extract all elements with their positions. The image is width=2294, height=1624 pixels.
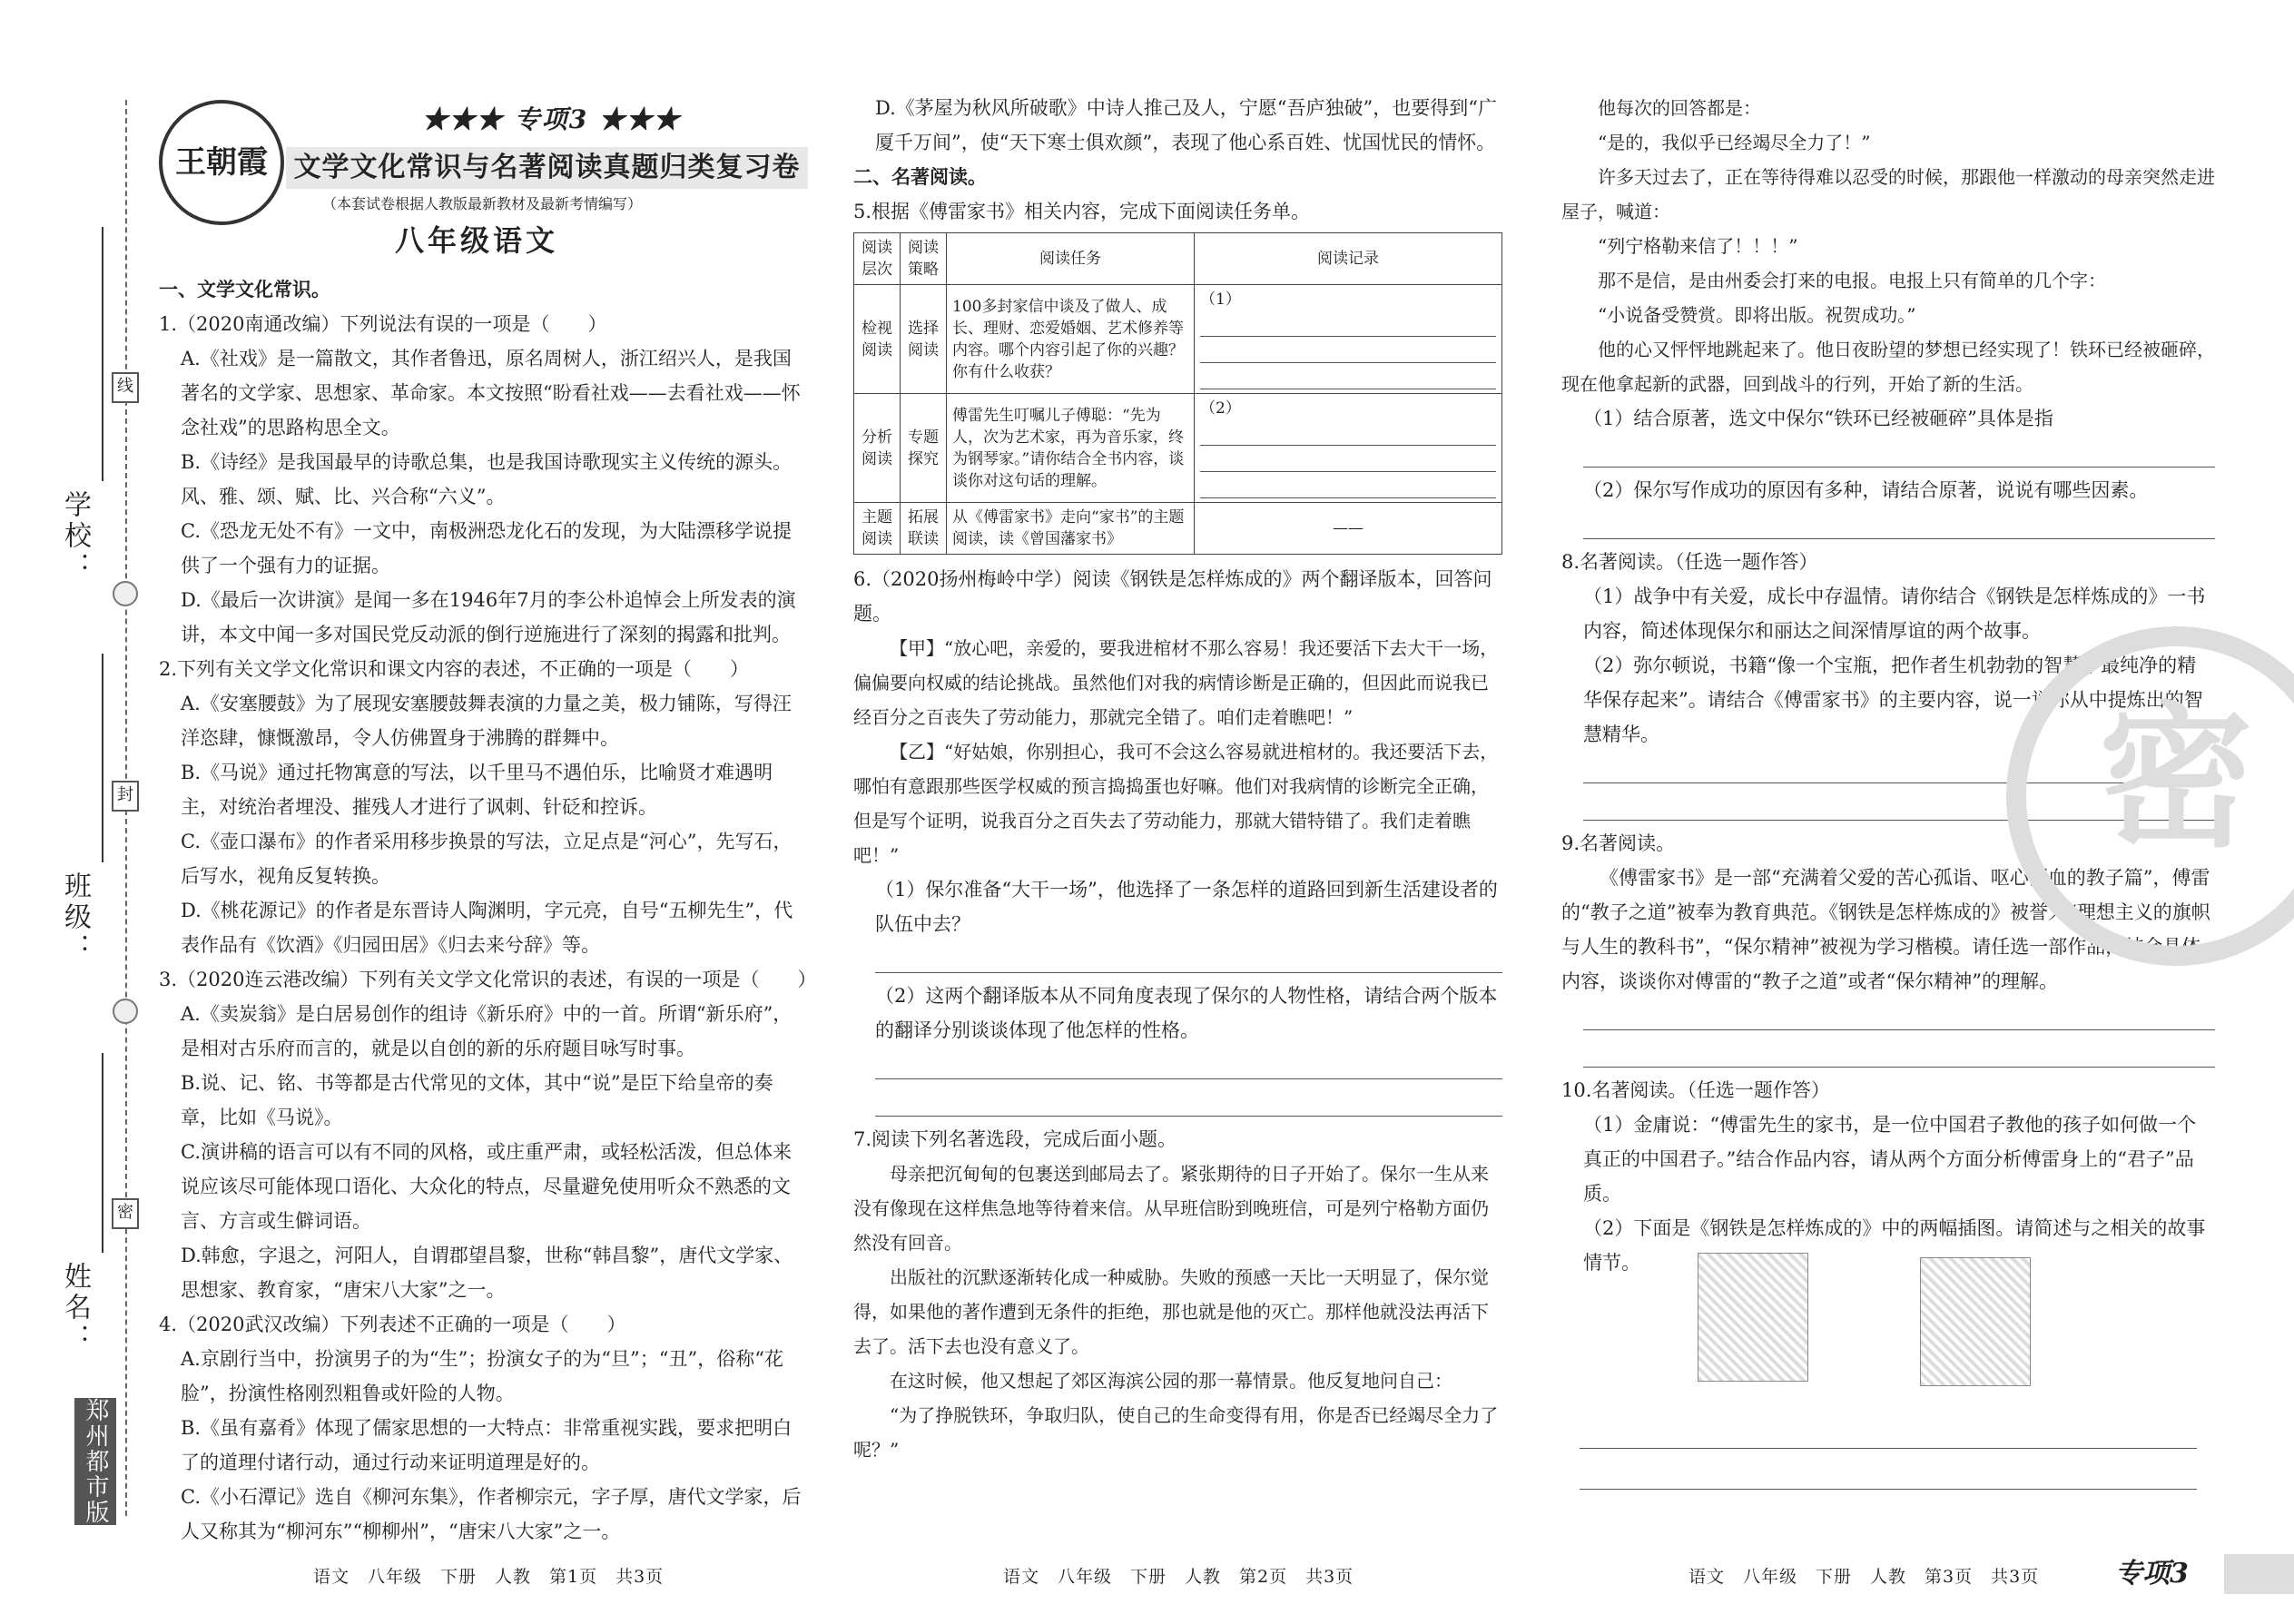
section-heading: 二、名著阅读。 <box>853 166 987 188</box>
sub-question: （2）这两个翻译版本从不同角度表现了保尔的人物性格，请结合两个版本的翻译分别谈谈体现了他怎样的性格。 <box>875 985 1498 1041</box>
table-row <box>854 394 1502 503</box>
cell-level: 检视阅读 <box>854 285 901 394</box>
sub-question: （2）下面是《钢铁是怎样炼成的》中的两幅插图。请简述与之相关的故事情节。 <box>1583 1217 2206 1274</box>
paper-title: 文学文化常识与名著阅读真题归类复习卷 <box>286 147 808 189</box>
excerpt-paragraph: 在这时候，他又想起了郊区海滨公园的那一幕情景。他反复地问自己： <box>890 1370 1452 1392</box>
answer-line[interactable] <box>1583 1036 2215 1068</box>
option-a[interactable]: A.《社戏》是一篇散文，其作者鲁迅，原名周树人，浙江绍兴人，是我国著名的文学家、思想家、革命家。本文按照“盼看社戏——去看社戏——怀念社戏”的思路构思全文。 <box>181 348 801 438</box>
record-number: （1） <box>1200 290 1241 309</box>
table-header-row <box>854 233 1502 285</box>
sub-question: （2）弥尔顿说，书籍“像一个宝瓶，把作者生机勃勃的智慧中最纯净的精华保存起来”。请结合《傅雷家书》的主要内容，说一说你从中提炼出的智慧精华。 <box>1583 655 2203 745</box>
column-header: 阅读层次 <box>854 233 901 285</box>
question-stem: 6.（2020扬州梅岭中学）阅读《钢铁是怎样炼成的》两个翻译版本，回答问题。 <box>853 568 1492 625</box>
answer-line[interactable] <box>1583 507 2215 539</box>
class-label: 班级： <box>59 871 91 964</box>
question-stem: 2.下列有关文学文化常识和课文内容的表述，不正确的一项是（ ） <box>159 658 750 680</box>
option-b[interactable]: B.《诗经》是我国最早的诗歌总集，也是我国诗歌现实主义传统的源头。风、雅、颂、赋、比、兴合称“六义”。 <box>181 451 793 507</box>
option-d[interactable]: D.《茅屋为秋风所破歌》中诗人推己及人，宁愿“吾庐独破”，也要得到“广厦千万间”，使“天下寒士俱欢颜”，表现了他心系百姓、忧国忧民的情怀。 <box>875 97 1497 153</box>
question-stem: 8.名著阅读。（任选一题作答） <box>1561 551 1818 573</box>
answer-line[interactable] <box>1200 367 1496 389</box>
answer-line[interactable] <box>1200 314 1496 337</box>
cell-task: 100多封家信中谈及了做人、成长、理财、恋爱婚姻、艺术修养等内容。哪个内容引起了你的兴趣？你有什么收获？ <box>947 285 1195 394</box>
question-stem: 7.阅读下列名著选段，完成后面小题。 <box>853 1128 1177 1150</box>
class-field[interactable] <box>102 654 103 862</box>
brand-logo: 王朝霞 <box>159 100 284 225</box>
secret-seal-watermark: 密 <box>2006 626 2294 966</box>
answer-line[interactable] <box>1583 999 2215 1030</box>
topic-badge: ★★★ 专项3 ★★★ <box>422 104 681 134</box>
excerpt-paragraph: 母亲把沉甸甸的包裹送到邮局去了。紧张期待的日子开始了。保尔一生从来没有像现在这样焦急地等待着来信。从早班信盼到晚班信，可是列宁格勒方面仍然没有回音。 <box>853 1163 1489 1254</box>
excerpt-paragraph: “是的，我似乎已经竭尽全力了！” <box>1598 132 1871 153</box>
option-a[interactable]: A.京剧行当中，扮演男子的为“生”；扮演女子的为“旦”；“丑”，俗称“花脸”，扮演性格刚烈粗鲁或奸险的人物。 <box>181 1348 783 1404</box>
excerpt-yi: 【乙】“好姑娘，你别担心，我可不会这么容易就进棺材的。我还要活下去，哪怕有意跟那些医学权威的预言捣捣蛋也好嘛。他们对我病情的诊断完全正确，但是写个证明，说我百分之百失去了劳动能力，那就大错特错了。我们走着瞧吧！” <box>853 741 1499 866</box>
answer-line[interactable] <box>1200 476 1496 498</box>
reading-task-table <box>853 232 1502 555</box>
binding-hole <box>113 581 138 606</box>
sub-question: （1）金庸说：“傅雷先生的家书，是一位中国君子教他的孩子如何做一个真正的中国君子。”结合作品内容，请从两个方面分析傅雷身上的“君子”品质。 <box>1583 1114 2197 1205</box>
column-header: 阅读任务 <box>947 233 1195 285</box>
question-body: 《傅雷家书》是一部“充满着父爱的苦心孤诣、呕心沥血的教子篇”，傅雷的“教子之道”被奉为教育典范。《钢铁是怎样炼成的》被誉为“理想主义的旗帜与人生的教科书”，“保尔精神”被视为学习楷模。请任选一部作品，结合具体内容，谈谈你对傅雷的“教子之道”或者“保尔精神”的理解。 <box>1561 867 2210 992</box>
paper-subtitle: （本套试卷根据人教版最新教材及最新考情编写） <box>322 195 643 212</box>
sub-question: （1）结合原著，选文中保尔“铁环已经被砸碎”具体是指 <box>1583 408 2053 429</box>
cell-strategy: 专题探究 <box>901 394 947 503</box>
excerpt-paragraph: “列宁格勒来信了！！！” <box>1598 235 1798 257</box>
excerpt-paragraph: 他的心又怦怦地跳起来了。他日夜盼望的梦想已经实现了！铁环已经被砸碎，现在他拿起新的武器，回到战斗的行列，开始了新的生活。 <box>1561 339 2215 395</box>
question-stem: 1.（2020南通改编）下列说法有误的一项是（ ） <box>159 313 607 335</box>
excerpt-paragraph: 许多天过去了，正在等待得难以忍受的时候，那跟他一样激动的母亲突然走进屋子，喊道： <box>1561 166 2215 222</box>
cell-record: —— <box>1195 503 1502 555</box>
record-number: （2） <box>1200 399 1241 418</box>
cell-level: 分析阅读 <box>854 394 901 503</box>
option-d[interactable]: D.韩愈，字退之，河阳人，自谓郡望昌黎，世称“韩昌黎”，唐代文学家、思想家、教育家，“唐宋八大家”之一。 <box>181 1245 793 1301</box>
topic-badge-text: 专项3 <box>514 104 589 134</box>
question-stem: 9.名著阅读。 <box>1561 832 1676 854</box>
excerpt-paragraph: 他每次的回答都是： <box>1598 97 1761 119</box>
option-d[interactable]: D.《桃花源记》的作者是东晋诗人陶渊明，字元亮，自号“五柳先生”，代表作品有《饮酒》《归园田居》《归去来兮辞》等。 <box>181 900 793 956</box>
page-footer-2: 语文 八年级 下册 人教 第2页 共3页 <box>1003 1567 1354 1587</box>
cell-strategy: 选择阅读 <box>901 285 947 394</box>
binding-hole <box>113 999 138 1024</box>
cell-record[interactable] <box>1195 285 1502 394</box>
illustration-image <box>1698 1253 1808 1382</box>
seal-mark-seal: 封 <box>112 781 139 812</box>
cell-record[interactable] <box>1195 394 1502 503</box>
option-a[interactable]: A.《安塞腰鼓》为了展现安塞腰鼓舞表演的力量之美，极力铺陈，写得汪洋恣肆，慷慨激昂，令人仿佛置身于沸腾的群舞中。 <box>181 693 792 749</box>
option-d[interactable]: D.《最后一次讲演》是闻一多在1946年7月的李公朴追悼会上所发表的演讲，本文中闻一多对国民党反动派的倒行逆施进行了深刻的揭露和批判。 <box>181 589 796 645</box>
seal-mark-secret: 密 <box>112 1198 139 1229</box>
excerpt-jia: 【甲】“放心吧，亲爱的，要我进棺材不那么容易！我还要活下去大干一场，偏偏要向权威的结论挑战。虽然他们对我的病情诊断是正确的，但因此而说我已经百分之百丧失了劳动能力，那就完全错了。咱们走着瞧吧！” <box>853 637 1499 728</box>
question-stem: 3.（2020连云港改编）下列有关文学文化常识的表述，有误的一项是（ ） <box>159 969 817 990</box>
edition-badge: 郑州都市版 <box>74 1398 116 1525</box>
school-field[interactable] <box>102 227 103 481</box>
option-c[interactable]: C.演讲稿的语言可以有不同的风格，或庄重严肃，或轻松活泼，但总体来说应该尽可能体现口语化、大众化的特点，尽量避免使用听众不熟悉的文言、方言或生僻词语。 <box>181 1141 792 1232</box>
answer-line[interactable] <box>1200 449 1496 472</box>
sub-question: （2）保尔写作成功的原因有多种，请结合原著，说说有哪些因素。 <box>1583 479 2149 501</box>
answer-line[interactable] <box>1580 1448 2197 1449</box>
column-1 <box>159 272 817 1549</box>
option-b[interactable]: B.说、记、铭、书等都是古代常见的文体，其中“说”是臣下给皇帝的奏章，比如《马说》。 <box>181 1072 773 1128</box>
option-a[interactable]: A.《卖炭翁》是白居易创作的组诗《新乐府》中的一首。所谓“新乐府”，是相对古乐府而言的，就是以自创的新的乐府题目咏写时事。 <box>181 1003 793 1059</box>
option-c[interactable]: C.《壶口瀑布》的作者采用移步换景的写法，立足点是“河心”，先写石，后写水，视角反复转换。 <box>181 831 793 887</box>
answer-line[interactable] <box>1200 340 1496 363</box>
grade-subject: 八年级语文 <box>395 223 559 258</box>
answer-line[interactable] <box>1583 436 2215 468</box>
illustration-image <box>1920 1257 2031 1386</box>
table-row <box>854 285 1502 394</box>
cell-task: 傅雷先生叮嘱儿子傅聪：“先为人，次为艺术家，再为音乐家，终为钢琴家。”请你结合全书内容，谈谈你对这句话的理解。 <box>947 394 1195 503</box>
excerpt-paragraph: “为了挣脱铁环，争取归队，使自己的生命变得有用，你是否已经竭尽全力了呢？” <box>853 1404 1499 1461</box>
question-stem: 4.（2020武汉改编）下列表述不正确的一项是（ ） <box>159 1314 626 1335</box>
question-stem: 5.根据《傅雷家书》相关内容，完成下面阅读任务单。 <box>853 201 1311 222</box>
page-footer-3: 语文 八年级 下册 人教 第3页 共3页 <box>1689 1567 2040 1587</box>
excerpt-paragraph: 那不是信，是由州委会打来的电报。电报上只有简单的几个字： <box>1598 270 2106 291</box>
cell-task: 从《傅雷家书》走向“家书”的主题阅读，读《曾国藩家书》 <box>947 503 1195 555</box>
answer-line[interactable] <box>875 941 1502 973</box>
answer-line[interactable] <box>1580 1489 2197 1490</box>
name-field[interactable] <box>102 1053 103 1253</box>
option-c[interactable]: C.《小石潭记》选自《柳河东集》，作者柳宗元，字子厚，唐代文学家，后人又称其为“柳河东”“柳柳州”，“唐宋八大家”之一。 <box>181 1486 802 1542</box>
option-b[interactable]: B.《马说》通过托物寓意的写法，以千里马不遇伯乐，比喻贤才难遇明主，对统治者埋没、摧残人才进行了讽刺、针砭和控诉。 <box>181 762 773 818</box>
section-heading: 一、文学文化常识。 <box>159 279 330 300</box>
column-header: 阅读记录 <box>1195 233 1502 285</box>
question-stem: 10.名著阅读。（任选一题作答） <box>1561 1079 1830 1101</box>
school-label: 学校： <box>59 490 91 583</box>
column-2 <box>853 91 1502 1467</box>
sub-question: （1）保尔准备“大干一场”，他选择了一条怎样的道路回到新生活建设者的队伍中去？ <box>875 879 1498 935</box>
column-header: 阅读策略 <box>901 233 947 285</box>
answer-line[interactable] <box>875 1048 1502 1079</box>
excerpt-paragraph: “小说备受赞赏。即将出版。祝贺成功。” <box>1598 304 1916 326</box>
cell-strategy: 拓展联读 <box>901 503 947 555</box>
name-label: 姓名： <box>59 1262 91 1354</box>
sub-question: （1）战争中有关爱，成长中存温情。请你结合《钢铁是怎样炼成的》一书内容，简述体现保尔和丽达之间深情厚谊的两个故事。 <box>1583 586 2206 642</box>
answer-line[interactable] <box>1200 423 1496 446</box>
paper-header <box>159 91 808 272</box>
topic-tag: 专项3 <box>2115 1558 2189 1590</box>
table-row <box>854 503 1502 555</box>
corner-bar <box>2224 1554 2294 1594</box>
excerpt-paragraph: 出版社的沉默逐渐转化成一种威胁。失败的预感一天比一天明显了，保尔觉得，如果他的著作遭到无条件的拒绝，那也就是他的灭亡。那样他就没法再活下去了。活下去也没有意义了。 <box>853 1266 1489 1357</box>
option-c[interactable]: C.《恐龙无处不有》一文中，南极洲恐龙化石的发现，为大陆漂移学说提供了一个强有力的证据。 <box>181 520 792 576</box>
answer-line[interactable] <box>875 1085 1502 1117</box>
binding-strip <box>0 0 154 1624</box>
cell-level: 主题阅读 <box>854 503 901 555</box>
page-footer-1: 语文 八年级 下册 人教 第1页 共3页 <box>313 1567 665 1587</box>
option-b[interactable]: B.《虽有嘉肴》体现了儒家思想的一大特点：非常重视实践，要求把明白了的道理付诸行动，通过行动来证明道理是好的。 <box>181 1417 793 1473</box>
seal-mark-line: 线 <box>112 372 139 403</box>
